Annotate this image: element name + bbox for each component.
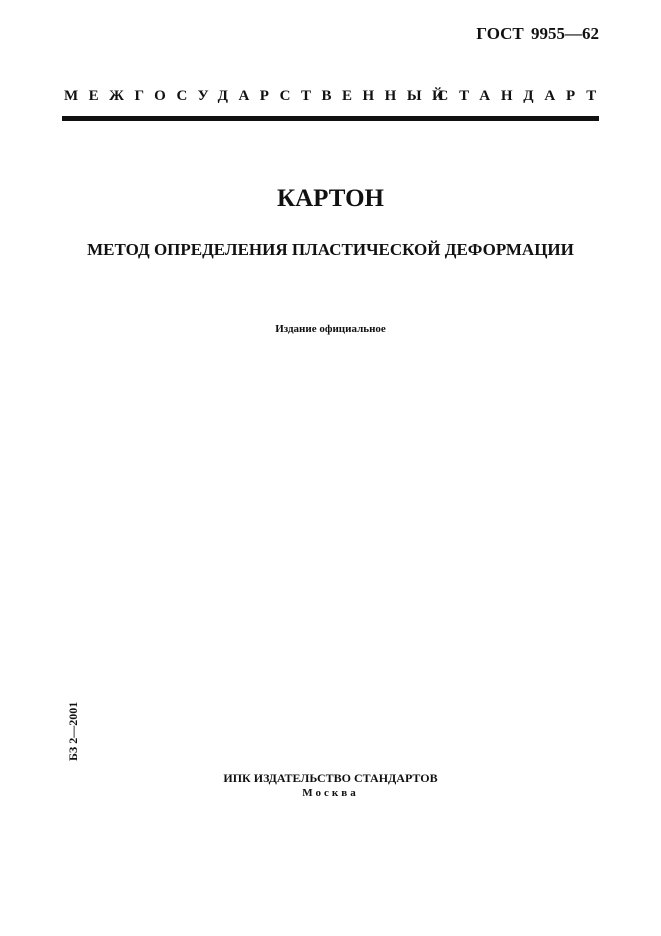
category-word-standard: СТАНДАРТ <box>437 88 607 104</box>
header-divider <box>62 116 599 121</box>
publisher-name: ИПК ИЗДАТЕЛЬСТВО СТАНДАРТОВ <box>223 771 438 785</box>
side-catalog-code: БЗ 2—2001 <box>66 701 80 761</box>
publisher-city: Москва <box>302 787 359 799</box>
standard-code: ГОСТ 9955—62 <box>476 24 599 43</box>
edition-note: Издание официальное <box>275 323 386 335</box>
document-title: КАРТОН <box>277 185 384 212</box>
category-word-interstate: МЕЖГОСУДАРСТВЕННЫЙ <box>64 88 455 104</box>
document-subtitle: МЕТОД ОПРЕДЕЛЕНИЯ ПЛАСТИЧЕСКОЙ ДЕФОРМАЦИИ <box>87 240 574 259</box>
